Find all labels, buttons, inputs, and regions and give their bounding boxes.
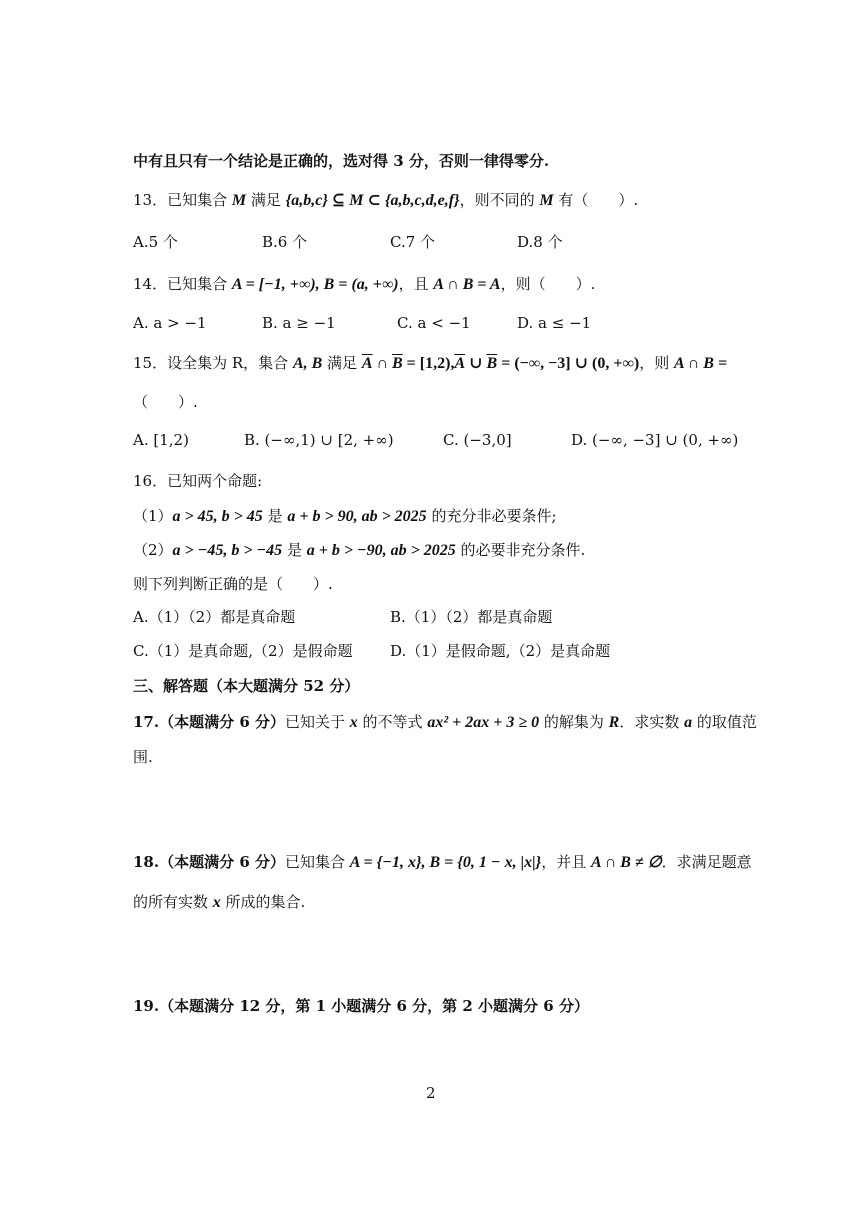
q13-var2: M: [539, 192, 554, 209]
q18-end: ．求满足题意: [661, 853, 752, 871]
q16-p1-is: 是: [262, 507, 288, 525]
q15-cup-symbol: ∪: [465, 355, 487, 372]
q16-p2-math1: a > −45, b > −45: [172, 542, 283, 559]
q18-mid: ，并且: [541, 853, 591, 871]
q15-ask-expr: A ∩ B =: [673, 355, 728, 372]
q13-option-a: A.5 个: [133, 233, 178, 251]
q17-post: ．求实数: [619, 713, 685, 731]
q14-text-end: ，则（ ）.: [500, 275, 596, 293]
question-15: [133, 353, 727, 374]
q14-option-a: A. a > −1: [133, 314, 207, 332]
q14-option-b: B. a ≥ −1: [262, 314, 336, 332]
q13-option-b: B.6 个: [262, 233, 308, 251]
q15-a-complement-2: $\overline{A}$: [454, 355, 466, 372]
q17-mid2: 的解集为: [539, 713, 609, 731]
q13-set-expr: {a,b,c} ⊆ M ⊂ {a,b,c,d,e,f}: [285, 192, 460, 209]
q17-R: R: [608, 714, 620, 731]
q18-expr: A = {−1, x}, B = {0, 1 − x, |x|}: [349, 854, 542, 871]
q16-p2-math2: a + b > −90, ab > 2025: [306, 542, 456, 559]
q15-option-b: B. (−∞,1) ∪ [2, +∞): [244, 431, 394, 449]
section-3-heading: 三、解答题（本大题满分 52 分）: [133, 677, 360, 695]
question-16: [133, 471, 262, 491]
q17-x: x: [349, 714, 358, 731]
q18-line2: [133, 892, 305, 913]
q16-number: 16．: [133, 472, 168, 490]
q16-p1-math1: a > 45, b > 45: [172, 508, 263, 525]
question-19-heading: 19.（本题满分 12 分，第 1 小题满分 6 分，第 2 小题满分 6 分）: [133, 997, 589, 1015]
question-18: [133, 852, 752, 873]
q16-p1-math2: a + b > 90, ab > 2025: [287, 508, 427, 525]
question-17: [133, 712, 757, 733]
q14-text-pre: 已知集合: [167, 275, 232, 293]
q15-option-d: D. (−∞, −3] ∪ (0, +∞): [571, 431, 739, 449]
q15-eq1: = [1,2),: [402, 355, 455, 372]
q13-text-mid: 满足: [246, 191, 286, 209]
q17-inequality: ax² + 2ax + 3 ≥ 0: [427, 714, 540, 731]
question-14: [133, 274, 595, 295]
q15-text-post: ，则: [639, 354, 674, 372]
q14-condition: A ∩ B = A: [433, 276, 501, 293]
q16-p1-post: 的充分非必要条件;: [426, 507, 557, 525]
q15-option-a: A. [1,2): [133, 431, 189, 449]
q17-line2: 围.: [133, 748, 153, 766]
q18-line2-end: 所成的集合.: [220, 893, 306, 911]
q13-var: M: [231, 192, 247, 209]
section-intro: 中有且只有一个结论是正确的，选对得 3 分，否则一律得零分.: [133, 152, 550, 170]
q18-pre: 已知集合: [284, 853, 350, 871]
q15-b-complement-1: $\overline{B}$: [392, 355, 403, 372]
q15-text-pre: 设全集为 R，集合: [167, 354, 293, 372]
q16-p2-label: （2）: [133, 541, 173, 559]
q13-text-post: ，则不同的: [459, 191, 540, 209]
q16-title: 已知两个命题:: [167, 472, 263, 490]
q18-line2-pre: 的所有实数: [133, 893, 213, 911]
question-13: [133, 190, 638, 211]
q16-proposition-1: [133, 506, 557, 527]
q15-a-complement-1: $\overline{A}$: [361, 355, 373, 372]
q17-mid: 的不等式: [357, 713, 428, 731]
q18-head: 18.（本题满分 6 分）: [133, 853, 285, 871]
q15-b-complement-2: $\overline{B}$: [486, 355, 498, 372]
q18-line2-x: x: [212, 894, 221, 911]
q16-p2-is: 是: [282, 541, 307, 559]
q16-option-a: A.（1）（2）都是真命题: [133, 608, 296, 626]
q13-option-d: D.8 个: [517, 233, 563, 251]
q14-expr: A = [−1, +∞), B = (a, +∞): [231, 276, 399, 293]
q13-number: 13．: [133, 191, 168, 209]
q15-vars: A, B: [292, 355, 323, 372]
q16-proposition-2: [133, 540, 585, 561]
q16-option-d: D.（1）是假命题,（2）是真命题: [390, 642, 611, 660]
q15-cap-symbol: ∩: [372, 355, 392, 372]
q15-option-c: C. (−3,0]: [443, 431, 512, 449]
q18-condition: A ∩ B ≠ ∅: [590, 854, 662, 871]
q17-pre: 已知关于: [284, 713, 350, 731]
q13-text-end: 有（ ）.: [553, 191, 639, 209]
q16-option-b: B.（1）（2）都是真命题: [390, 608, 553, 626]
q16-p2-post: 的必要非充分条件.: [455, 541, 586, 559]
q17-a: a: [684, 714, 693, 731]
q13-text-pre: 已知集合: [167, 191, 232, 209]
q14-option-d: D. a ≤ −1: [517, 314, 592, 332]
q16-ask: 则下列判断正确的是（ ）.: [133, 575, 333, 593]
q17-end: 的取值范: [692, 713, 757, 731]
q17-head: 17.（本题满分 6 分）: [133, 713, 285, 731]
q15-text-mid: 满足: [322, 354, 362, 372]
q15-eq2: = (−∞, −3] ∪ (0, +∞): [497, 355, 640, 372]
q16-p1-label: （1）: [133, 507, 173, 525]
q14-number: 14．: [133, 275, 168, 293]
q15-line2: （ ）.: [133, 393, 198, 411]
q14-text-mid: ，且: [398, 275, 434, 293]
q14-option-c: C. a < −1: [397, 314, 471, 332]
q13-option-c: C.7 个: [390, 233, 436, 251]
page-number: 2: [426, 1084, 436, 1102]
q16-option-c: C.（1）是真命题,（2）是假命题: [133, 642, 353, 660]
q15-number: 15．: [133, 354, 168, 372]
